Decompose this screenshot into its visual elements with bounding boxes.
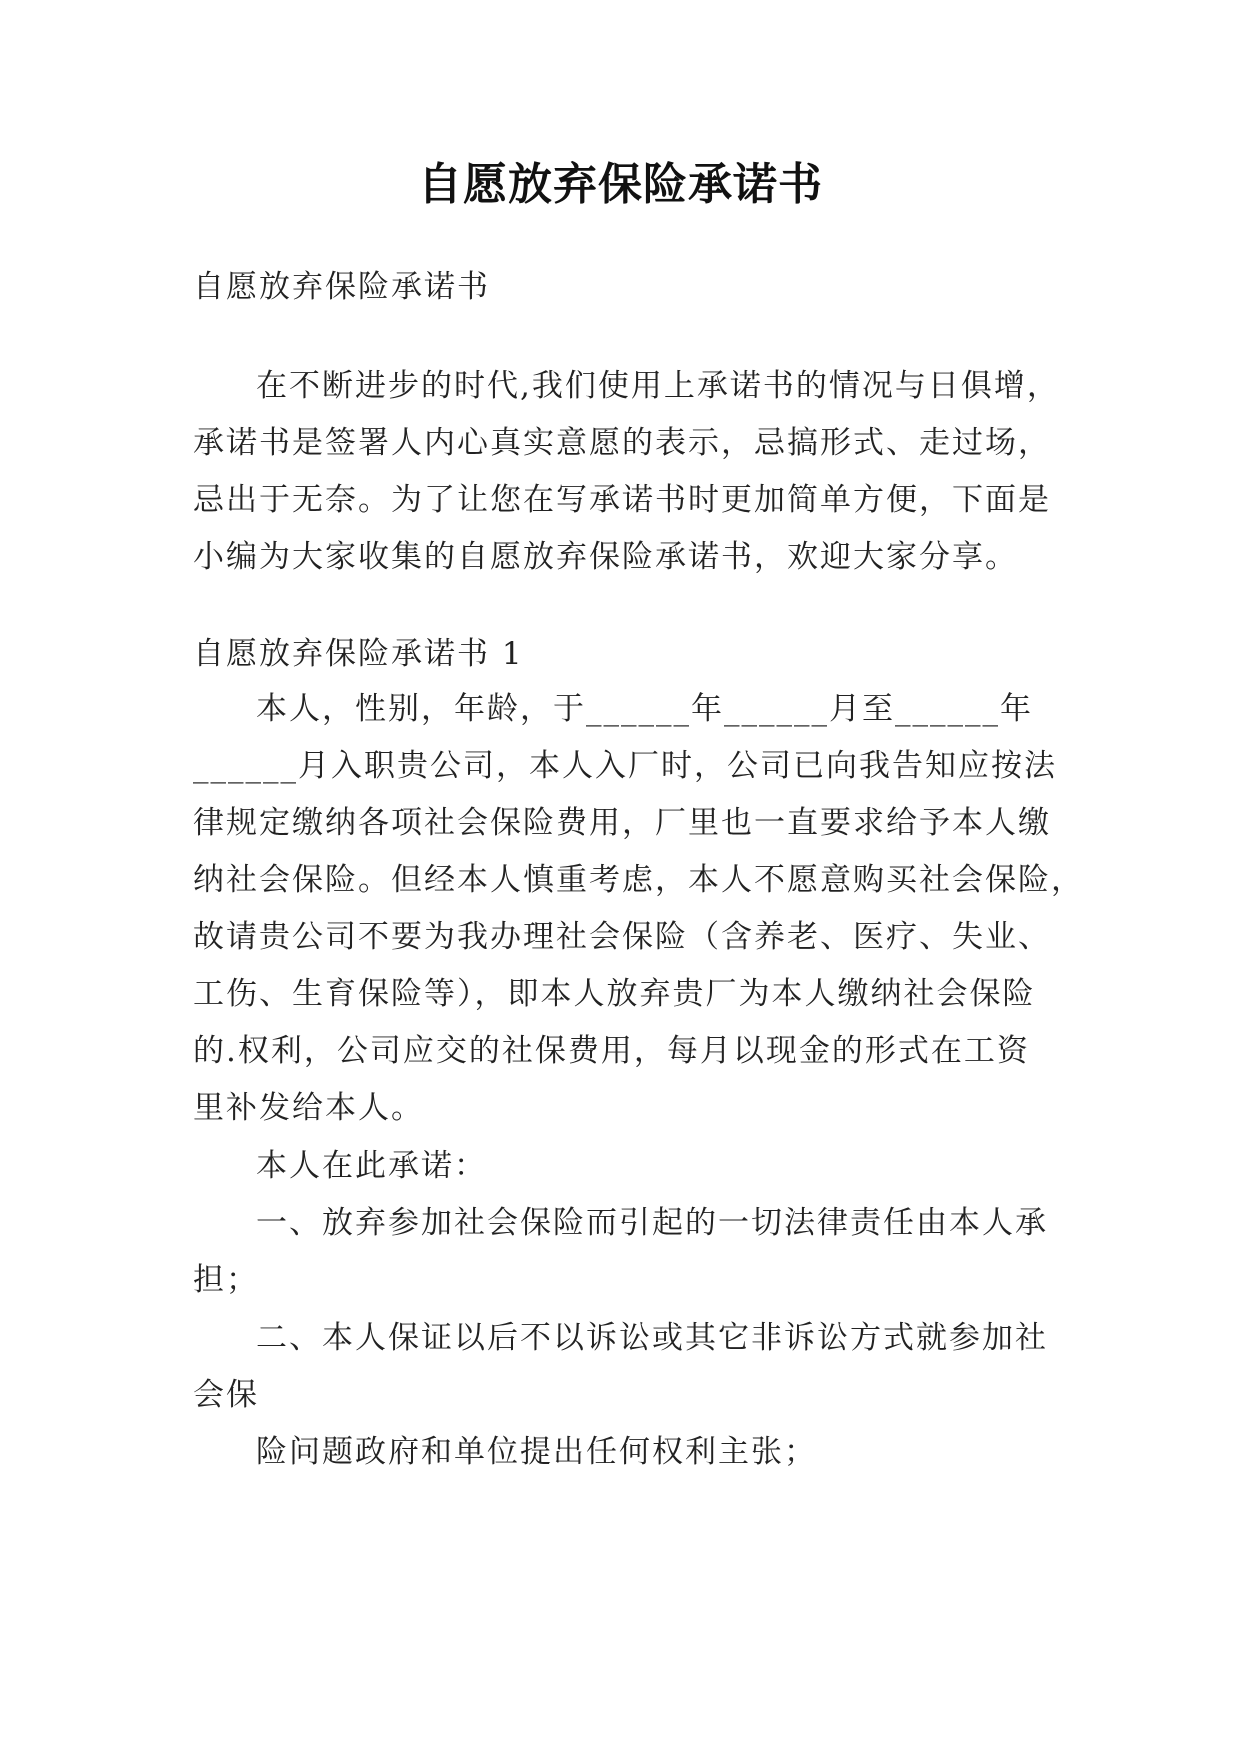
promise-continued: 险问题政府和单位提出任何权利主张； [256,1434,817,1470]
body-line: 里补发给本人。 [193,1090,424,1126]
body-line: 本人，性别，年龄，于______年______月至______年 [256,691,1033,727]
promise-line: 一、放弃参加社会保险而引起的一切法律责任由本人承 [256,1205,1048,1241]
promise-line: 二、本人保证以后不以诉讼或其它非诉讼方式就参加社 [256,1320,1048,1356]
page-title: 自愿放弃保险承诺书 [418,159,823,210]
body-line: 工伤、生育保险等），即本人放弃贵厂为本人缴纳社会保险 [193,976,1036,1012]
promise-line: 担； [193,1262,259,1298]
body-line: 故请贵公司不要为我办理社会保险（含养老、医疗、失业、 [193,919,1051,955]
promise-line: 会保 [193,1377,259,1413]
body-line: 律规定缴纳各项社会保险费用，厂里也一直要求给予本人缴 [193,805,1051,841]
section-heading: 自愿放弃保险承诺书 1 [193,636,524,672]
intro-line: 忌出于无奈。为了让您在写承诺书时更加简单方便，下面是 [193,482,1051,518]
document-subtitle: 自愿放弃保险承诺书 [193,269,490,305]
body-line: 纳社会保险。但经本人慎重考虑，本人不愿意购买社会保险， [193,862,1084,898]
promise-intro: 本人在此承诺： [256,1148,487,1184]
body-line: ______月入职贵公司，本人入厂时，公司已向我告知应按法 [193,748,1057,784]
intro-line: 在不断进步的时代,我们使用上承诺书的情况与日俱增， [256,368,1060,404]
intro-line: 小编为大家收集的自愿放弃保险承诺书，欢迎大家分享。 [193,539,1018,575]
intro-line: 承诺书是签署人内心真实意愿的表示，忌搞形式、走过场， [193,425,1051,461]
body-line: 的.权利，公司应交的社保费用，每月以现金的形式在工资 [193,1033,1030,1069]
